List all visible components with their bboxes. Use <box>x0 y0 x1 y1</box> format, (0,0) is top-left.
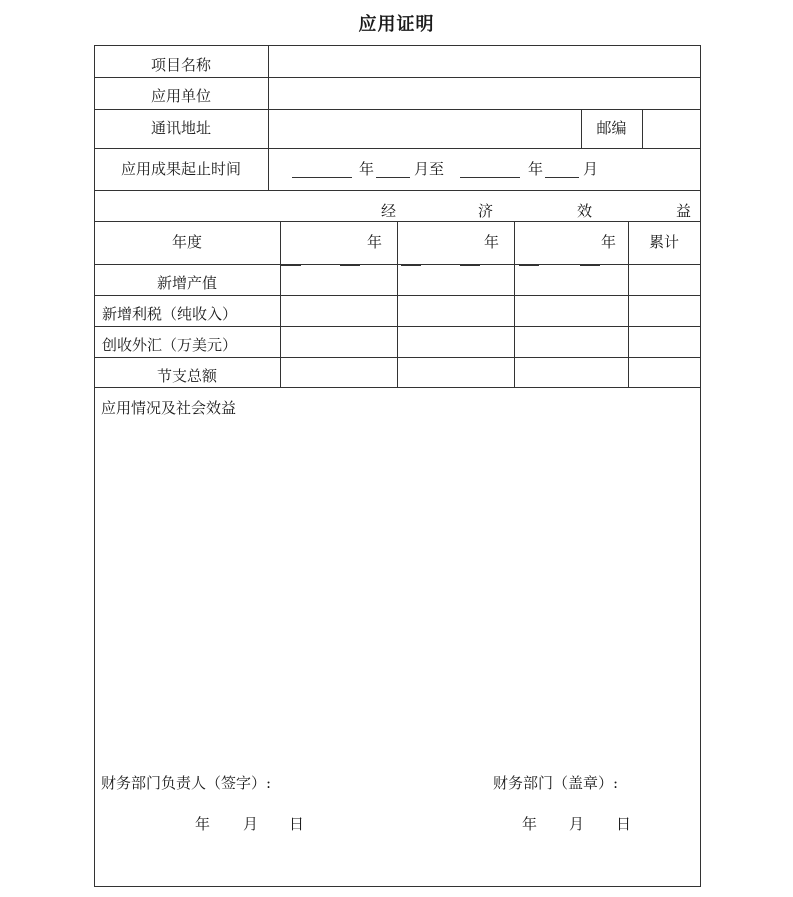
form-border-right <box>700 45 701 887</box>
form-border-bottom <box>94 886 701 887</box>
economic-header-char: 经 <box>381 202 397 220</box>
period-year-text: 年 <box>359 160 375 178</box>
cumulative-header: 累计 <box>648 233 679 251</box>
row-divider <box>94 77 701 78</box>
economic-header-char: 济 <box>478 202 494 220</box>
date-year: 年 <box>195 815 211 833</box>
row-divider <box>94 190 701 191</box>
year-column-suffix: 年 <box>484 233 500 251</box>
page-title: 应用证明 <box>358 14 435 35</box>
period-label: 应用成果起止时间 <box>120 160 241 178</box>
year-blank[interactable] <box>281 265 301 266</box>
period-start-year-blank[interactable] <box>292 177 352 178</box>
finance-head-signature-label: 财务部门负责人（签字）: <box>101 774 272 792</box>
postcode-label: 邮编 <box>596 119 627 137</box>
finance-dept-seal-label: 财务部门（盖章）: <box>493 774 619 792</box>
year-column-suffix: 年 <box>601 233 617 251</box>
column-divider <box>397 221 398 388</box>
year-blank[interactable] <box>401 265 421 266</box>
period-end-year-blank[interactable] <box>460 177 520 178</box>
date-day: 日 <box>289 815 305 833</box>
year-blank[interactable] <box>460 265 480 266</box>
metric-label: 节支总额 <box>156 367 217 385</box>
column-divider <box>268 45 269 191</box>
year-blank[interactable] <box>340 265 360 266</box>
period-year-text: 年 <box>528 160 544 178</box>
date-year: 年 <box>522 815 538 833</box>
period-month-text: 月至 <box>414 160 445 178</box>
metric-label: 新增利税（纯收入） <box>102 305 238 323</box>
metric-label: 新增产值 <box>156 274 217 292</box>
row-divider <box>94 109 701 110</box>
date-day: 日 <box>616 815 632 833</box>
address-label: 通讯地址 <box>150 119 211 137</box>
column-divider <box>514 221 515 388</box>
form-border-top <box>94 45 701 46</box>
date-month: 月 <box>243 815 259 833</box>
period-end-month-blank[interactable] <box>545 177 579 178</box>
year-blank[interactable] <box>519 265 539 266</box>
date-month: 月 <box>569 815 585 833</box>
column-divider <box>642 109 643 149</box>
economic-header-char: 益 <box>676 202 692 220</box>
period-start-month-blank[interactable] <box>376 177 410 178</box>
metric-label: 创收外汇（万美元） <box>102 336 238 354</box>
year-header: 年度 <box>171 233 202 251</box>
economic-header-char: 效 <box>577 202 593 220</box>
column-divider <box>280 221 281 388</box>
benefit-label: 应用情况及社会效益 <box>101 399 237 417</box>
period-month-text: 月 <box>583 160 599 178</box>
project-name-label: 项目名称 <box>150 56 211 74</box>
year-blank[interactable] <box>580 265 600 266</box>
year-column-suffix: 年 <box>367 233 383 251</box>
unit-label: 应用单位 <box>150 87 211 105</box>
row-divider <box>94 148 701 149</box>
